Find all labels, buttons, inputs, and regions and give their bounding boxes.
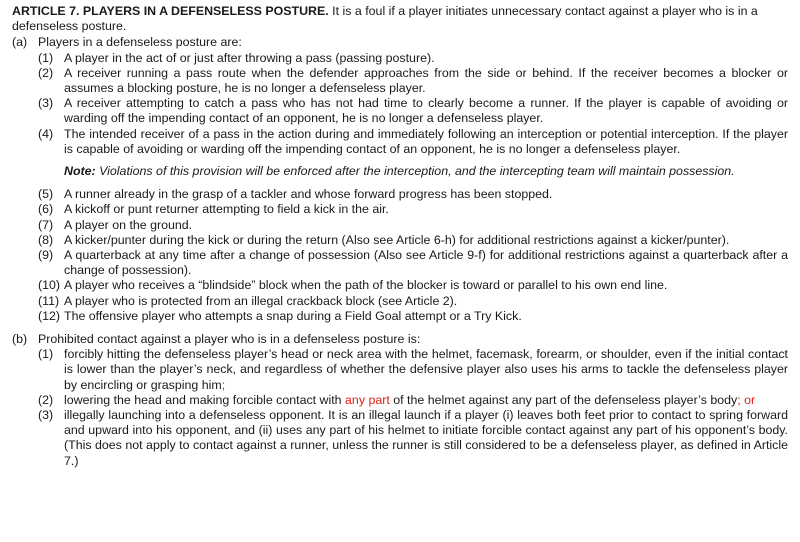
item1-red-edit: ; [221, 377, 226, 392]
item-text [64, 347, 790, 393]
section-b-label: (b) [12, 332, 28, 347]
item2-text-end: of the helmet against any part of the defenseless player’s body [389, 392, 738, 407]
item-text: A receiver running a pass route when the defender approaches from the side or behind. If the receiver becomes a blocker or assumes a blocking posture, he is no longer a defenseless player. [64, 65, 788, 96]
item-text: A player who receives a “blindside” block when the path of the blocker is toward or parallel to his own end line. [64, 278, 668, 293]
item-number: (3) [38, 96, 54, 111]
list-item [12, 66, 790, 96]
section-a-list [12, 51, 790, 157]
item-text: A kicker/punter during the kick or during the return (Also see Article 6-h) for additional restrictions against a kicker/punter). [64, 232, 730, 247]
item-text: A receiver attempting to catch a pass who has not had time to clearly become a runner. If the player is capable of avoiding or warding off the impending contact of an opponent, he is no longer a defenseless player. [64, 96, 788, 126]
list-item [12, 278, 790, 293]
article-heading [12, 4, 790, 34]
item-number: (1) [38, 50, 54, 65]
item-number: (2) [38, 392, 54, 407]
list-item [12, 408, 790, 469]
article-title: ARTICLE 7. PLAYERS IN A DEFENSELESS POSTURE. [12, 4, 329, 18]
note-text: Violations of this provision will be enforced after the interception, and the intercepting team will maintain possession. [95, 164, 735, 179]
list-item [12, 202, 790, 217]
item-number: (2) [38, 65, 54, 80]
section-a-heading: Players in a defenseless posture are: [38, 35, 242, 50]
list-item [12, 127, 790, 157]
item-number: (5) [38, 187, 54, 202]
section-b [12, 332, 790, 347]
list-item [12, 51, 790, 66]
item-number: (11) [38, 293, 60, 308]
item-text: The intended receiver of a pass in the action during and immediately following an interception or potential interception. If the player is capable of avoiding or warding off the impending contact of an opponent, he is no longer a defenseless player. [64, 126, 788, 156]
item-text: A kickoff or punt returner attempting to field a kick in the air. [64, 202, 389, 217]
list-item [12, 233, 790, 248]
item-number: (4) [38, 126, 54, 141]
section-a-list-continued [12, 187, 790, 324]
section-gap [12, 324, 790, 331]
item-text: A player in the act of or just after throwing a pass (passing posture). [64, 50, 435, 65]
list-item [12, 309, 790, 324]
item-text: A player who is protected from an illegal crackback block (see Article 2). [64, 293, 458, 308]
note-label: Note: [64, 164, 96, 179]
section-b-list [12, 347, 790, 469]
item-number: (7) [38, 217, 54, 232]
item-number: (8) [38, 232, 54, 247]
item-number: (9) [38, 248, 54, 263]
item-number: (3) [38, 408, 54, 423]
list-item [12, 96, 790, 126]
list-item [12, 187, 790, 202]
article-intro: It is a foul if a player initiates unnecessary contact against a player who is in a defenseless posture. [12, 4, 758, 34]
section-a [12, 35, 790, 50]
item1-text: forcibly hitting the defenseless player’s head or neck area with the helmet, facemask, forearm, or shoulder, even if the initial contact is lower than the player’s neck, and regardless of whether the defensive player also uses his arms to tackle the defenseless player by encircling or grasping him [64, 347, 788, 392]
section-a-label: (a) [12, 35, 28, 50]
list-item [12, 393, 790, 408]
item2-red-edit: any part [345, 392, 390, 407]
item-number: (1) [38, 347, 54, 362]
list-item [12, 248, 790, 278]
section-b-heading: Prohibited contact against a player who is in a defenseless posture is: [38, 332, 421, 347]
item-number: (12) [38, 308, 61, 323]
item-text [64, 393, 790, 408]
item-text: A player on the ground. [64, 217, 193, 232]
list-item [12, 347, 790, 393]
item-text: illegally launching into a defenseless opponent. It is an illegal launch if a player (i) leaves both feet prior to contact to spring forward and upward into his opponent, and (ii) uses any part of his helmet to initiate forcible contact against any part of his opponent’s body. (This does not apply to contact against a runner, unless the runner is still considered to be a defenseless player, as defined in Article 7.) [64, 408, 788, 468]
item2-text-start: lowering the head and making forcible contact with [64, 392, 346, 407]
item-text: A runner already in the grasp of a tackler and whose forward progress has been stopped. [64, 187, 553, 202]
note [64, 164, 790, 179]
list-item [12, 218, 790, 233]
item2-red-or: ; or [737, 392, 756, 407]
item-number: (10) [38, 278, 61, 293]
item-number: (6) [38, 202, 54, 217]
item-text: The offensive player who attempts a snap during a Field Goal attempt or a Try Kick. [64, 308, 522, 323]
list-item [12, 294, 790, 309]
item-text: A quarterback at any time after a change of possession (Also see Article 9-f) for additional restrictions against a quarterback after a change of possession). [64, 248, 788, 278]
